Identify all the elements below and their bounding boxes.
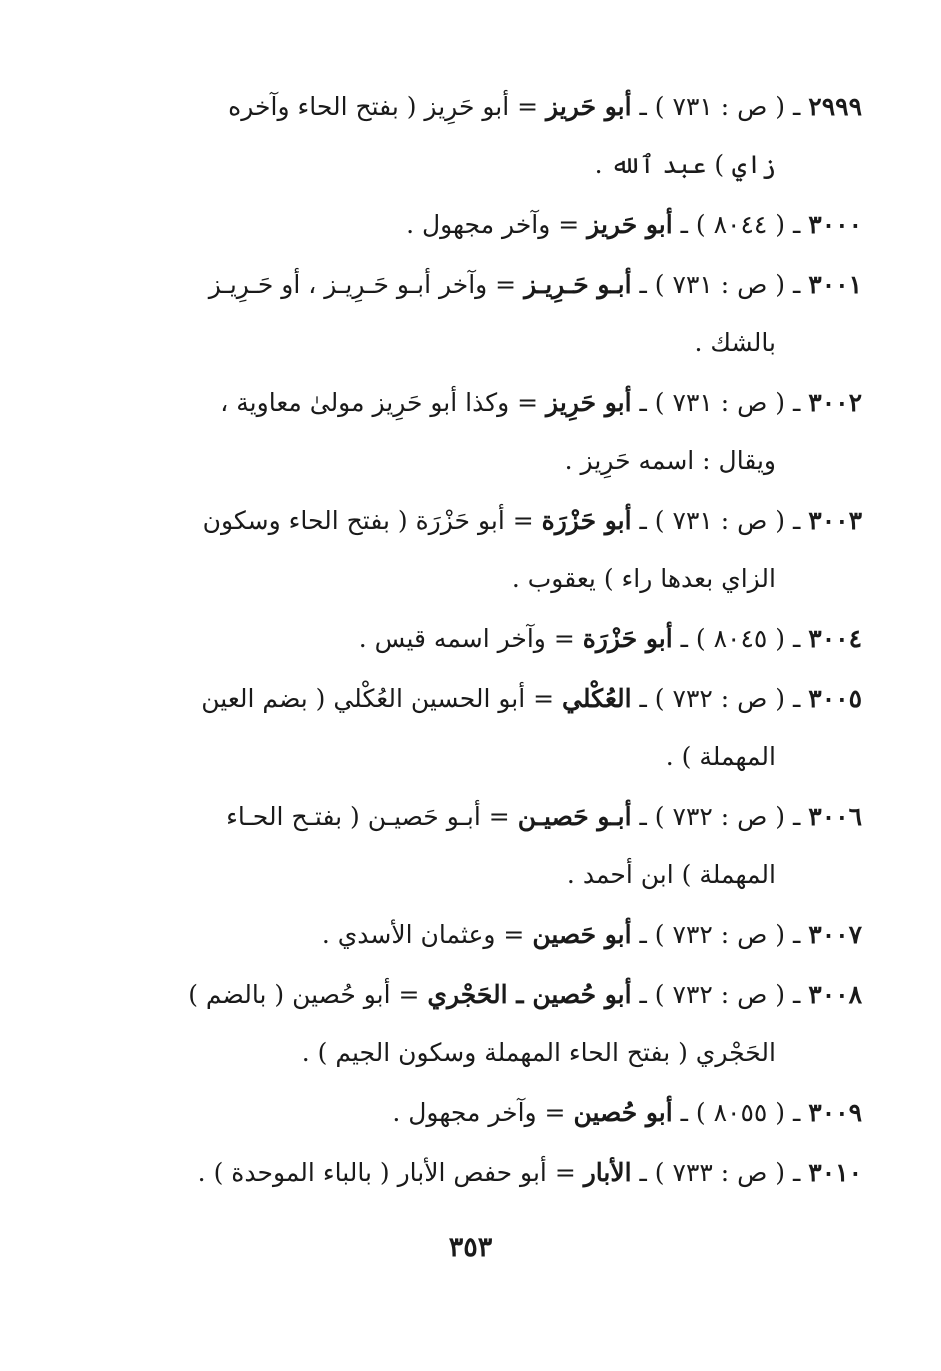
entry-number: ٣٠١٠	[808, 1158, 862, 1187]
entry-2999	[110, 78, 862, 194]
entry-text: = أبـو حَصيـن ( بفتـح الحـاء	[226, 802, 510, 831]
entry-text: = وآخر مجهول .	[392, 1098, 566, 1127]
entry-reference: ـ ( ص : ٧٣٢ ) ـ	[639, 802, 801, 831]
entry-text: = أبو حَزْرَة ( بفتح الحاء وسكون	[202, 506, 534, 535]
entry-number: ٣٠٠٩	[808, 1098, 862, 1127]
entry-heading: أبو حَزْرَة	[541, 506, 632, 535]
entry-3009	[110, 1084, 862, 1142]
entry-text: = أبو حفص الأبار ( بالباء الموحدة ) .	[197, 1158, 576, 1187]
entry-reference: ـ ( ص : ٧٣٣ ) ـ	[639, 1158, 801, 1187]
entry-reference: ـ ( ٨٠٥٥ ) ـ	[680, 1098, 801, 1127]
page-number: ٣٥٣	[448, 1232, 493, 1263]
entry-continuation: المهملة ) ابن أحمد .	[566, 860, 776, 889]
entry-number: ٣٠٠٨	[808, 980, 862, 1009]
entry-continuation: المهملة ) .	[665, 742, 776, 771]
entry-reference: ـ ( ص : ٧٣٢ ) ـ	[639, 980, 801, 1009]
entry-text: = أبو حَرِيز ( بفتح الحاء وآخره	[228, 92, 539, 121]
entry-heading: الأبار	[583, 1158, 632, 1187]
entry-text: = أبو الحسين العُكْلي ( بضم العين	[201, 684, 555, 713]
entry-number: ٣٠٠١	[808, 270, 862, 299]
entry-reference: ـ ( ص : ٧٣١ ) ـ	[639, 506, 801, 535]
entry-continuation: الحَجْري ( بفتح الحاء المهملة وسكون الجيم ) .	[301, 1038, 776, 1067]
entry-heading: أبـو حَـرِيـز	[524, 270, 632, 299]
entry-reference: ـ ( ص : ٧٣١ ) ـ	[639, 388, 801, 417]
entry-3001	[110, 256, 862, 372]
entry-heading: أبو حُصين ـ الحَجْري	[427, 980, 632, 1009]
entry-3007	[110, 906, 862, 964]
entry-text: = وآخر أبـو حَـرِيـز ، أو حَـرِيـز	[208, 270, 517, 299]
entry-text: = وآخر اسمه قيس .	[358, 624, 575, 653]
entry-text: = وآخر مجهول .	[406, 210, 580, 239]
entry-continuation: ويقال : اسمه حَرِيز .	[564, 446, 776, 475]
entry-heading: العُكْلي	[562, 684, 632, 713]
entry-reference: ـ ( ص : ٧٣١ ) ـ	[639, 92, 801, 121]
entry-3010	[110, 1144, 862, 1202]
entry-continuation: الزاي بعدها راء ) يعقوب .	[511, 564, 776, 593]
entry-number: ٢٩٩٩	[808, 92, 862, 121]
entry-heading: أبو حَزْرَة	[582, 624, 673, 653]
entry-reference: ـ ( ٨٠٤٥ ) ـ	[680, 624, 801, 653]
entry-heading: أبـو حَصيـن	[517, 802, 632, 831]
entry-3005	[110, 670, 862, 786]
entry-heading: أبو حَريز	[587, 210, 673, 239]
entry-text: = أبو حُصين ( بالضم )	[188, 980, 420, 1009]
entry-3008	[110, 966, 862, 1082]
entry-3002	[110, 374, 862, 490]
entry-text: = وعثمان الأسدي .	[321, 920, 525, 949]
entry-number: ٣٠٠٥	[808, 684, 862, 713]
entry-heading: أبو حَريز	[546, 92, 632, 121]
entry-number: ٣٠٠٣	[808, 506, 862, 535]
entry-3000	[110, 196, 862, 254]
entries-list	[110, 78, 862, 1204]
entry-number: ٣٠٠٢	[808, 388, 862, 417]
entry-number: ٣٠٠٤	[808, 624, 862, 653]
entry-3006	[110, 788, 862, 904]
entry-reference: ـ ( ٨٠٤٤ ) ـ	[680, 210, 801, 239]
entry-heading: أبو حُصين	[573, 1098, 673, 1127]
entry-continuation: بالشك .	[694, 328, 776, 357]
entry-text: = وكذا أبو حَرِيز مولىٰ معاوية ،	[220, 388, 539, 417]
entry-heading: أبو حَرِيز	[546, 388, 632, 417]
entry-3004	[110, 610, 862, 668]
entry-reference: ـ ( ص : ٧٣١ ) ـ	[639, 270, 801, 299]
entry-number: ٣٠٠٠	[808, 210, 862, 239]
entry-continuation: زاي ) عبد ٱلله .	[594, 150, 776, 179]
entry-heading: أبو حَصين	[532, 920, 632, 949]
entry-3003	[110, 492, 862, 608]
entry-reference: ـ ( ص : ٧٣٢ ) ـ	[639, 684, 801, 713]
entry-number: ٣٠٠٦	[808, 802, 862, 831]
entry-number: ٣٠٠٧	[808, 920, 862, 949]
entry-reference: ـ ( ص : ٧٣٢ ) ـ	[639, 920, 801, 949]
